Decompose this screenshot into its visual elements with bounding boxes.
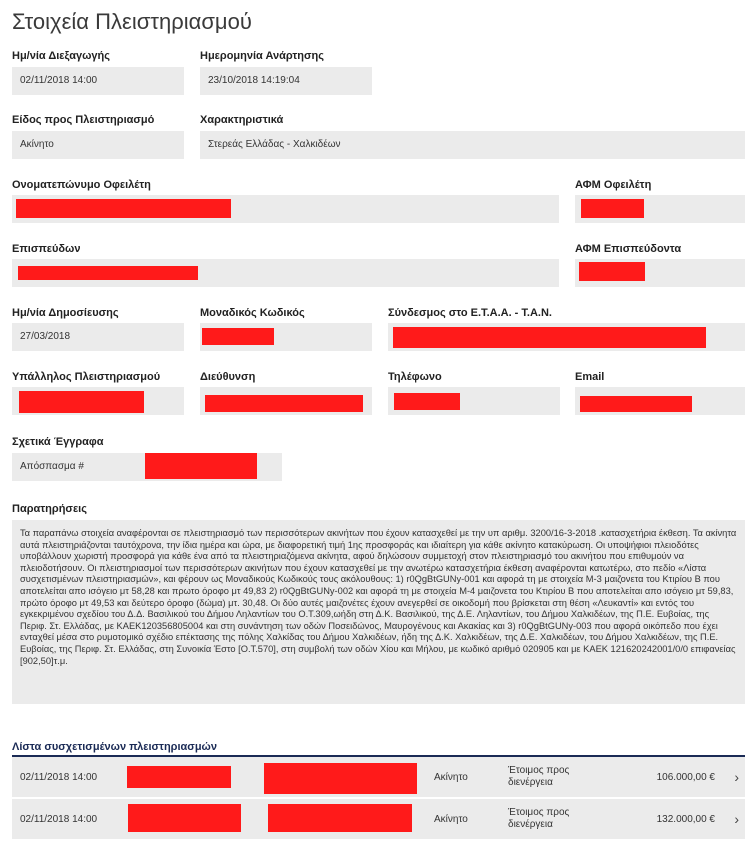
etaa-link-label: Σύνδεσμος στο Ε.Τ.Α.Α. - Τ.Α.Ν.: [388, 307, 552, 319]
chevron-right-icon[interactable]: ›: [734, 811, 739, 827]
debtor-afm-label: ΑΦΜ Οφειλέτη: [575, 179, 652, 191]
page-title: Στοιχεία Πλειστηριασμού: [12, 9, 252, 34]
characteristics-value: Στερεάς Ελλάδας - Χαλκιδέων: [208, 139, 341, 150]
date-conduct-field: [12, 67, 184, 95]
redaction-unique-code: [202, 328, 274, 345]
related-row-status: Έτοιμος προς διενέργεια: [508, 765, 570, 788]
item-type-label: Είδος προς Πλειστηριασμό: [12, 114, 155, 126]
chevron-right-icon[interactable]: ›: [734, 769, 739, 785]
redaction-related-code: [128, 804, 241, 832]
related-list-title: Λίστα συσχετισμένων πλειστηριασμών: [12, 741, 217, 753]
redaction-pursuer: [18, 266, 198, 280]
characteristics-field: [200, 131, 745, 159]
address-label: Διεύθυνση: [200, 371, 256, 383]
related-row-1[interactable]: [12, 757, 745, 797]
remarks-text: Τα παραπάνω στοιχεία αναφέρονται σε πλειστηριασμό των περισσότερων ακινήτων που έχουν κατασχεθεί με την υπ αριθμ. 3200/16-3-2018 .κατασχετήρια έκθεση. Τα ακίνητα αυτά πλειστηριάζονται ταυτόχρονα, την ίδια ημέρα και ώρα, με διαφορετική τιμή 1ης προσφοράς και ιδιαίτερη για κάθε ακίνητο κατακύρωση. Οι υποψήφιοι πλειοδότες υποβάλλουν χωριστή προσφορά για κάθε ένα από τα πλειστηριαζόμενα ακίνητα, αφού δηλώσουν συμμετοχή στον πλειστηριασμό του ακινήτου που επιθυμούν να πλειοδοτήσουν. Οι πλειστηριασμοί των περισσότερων ακινήτων που έχουν κατασχεθεί με την ανωτέρω κατασχετήρια έκθεση αναφέρονται κατωτέρω, στο πεδίο «Λίστα συσχετισμένων πλειστηριασμών», και φέρουν ως Μοναδικούς Κωδικούς τους ακόλουθους: 1) r0QgBtGUNy-001 και αφορά τη με στοιχεία Μ-3 μαιζονετα του Κτιρίου Β που αποτελείται απο ισόγειο μτ 58,28 και πρωτο όροφο μτ 49,83 2) r0QgBtGUNy-002 και αφορά τη με στοιχεία Μ-4 μαιζονετα του Κτιρίου Β που αποτελείται απο ισόγειο μτ 59,83, πρώτο όροφο μτ 49,53 και δεύτερο όροφο (δώμα) μτ. 30,48. Οι δύο αυτές μαιζονέτες έχουν ανεγερθεί σε οικοδομή που βρίσκεται στη θέση «Λευκαντί» και εντός του εγκεκριμένου σχεδίου του Δ.Δ. Βασιλικού του Δήμου Ληλαντίων του Ο.Τ.309,ωήδη στη Δ.Κ. Βασιλικού, της Δ.Ε. Ληλαντίων, του Δήμου Χαλκιδέων, της Π.Ε. Ευβοίας, της Περιφ. Στ. Ελλάδας, με ΚΑΕΚ120356805004 και στη συνάντηση των οδών Ποσειδώνος, Μαυρογένους και Ακακίας και 3) r0QgBtGUNy-003 που αφορά οικόπεδο που έχει ενταχθεί μέσα στο ρυμοτομικό σχέδιο επέκτασης της πόλης Χαλκίδας του Δήμου Χαλκιδέων, ήδη της Δ.Κ. Χαλκιδέων, της Δ.Ε. Χαλκιδέων, του Δήμου Χαλκιδέων, της Π.Ε. Ευβοίας, της Περιφ. Στ. Ελλάδας, στη Συνοικία Έστο [Ο.Τ.570], στη συμβολή των οδών Χίου και Μήλου, με κωδικό αριθμό 020905 και με ΚΑΕΚ 121620242001/0/0 επιφανείας [902,50]τ.μ.: [12, 520, 745, 704]
related-row-date: 02/11/2018 14:00: [20, 771, 98, 783]
remarks-label: Παρατηρήσεις: [12, 503, 87, 515]
redaction-email: [580, 396, 692, 412]
characteristics-label: Χαρακτηριστικά: [200, 114, 284, 126]
related-row-type: Ακίνητο: [434, 771, 468, 783]
date-conduct-value: 02/11/2018 14:00: [20, 75, 98, 86]
redaction-related-code: [127, 766, 231, 788]
redaction-etaa-link: [393, 327, 706, 348]
redaction-related-party: [264, 763, 417, 794]
related-row-price: 106.000,00 €: [656, 771, 715, 783]
date-publication-label: Ημ/νία Δημοσίευσης: [12, 307, 119, 319]
related-row-type: Ακίνητο: [434, 813, 468, 825]
pursuer-label: Επισπεύδων: [12, 243, 81, 255]
phone-label: Τηλέφωνο: [388, 371, 442, 383]
redaction-document: [145, 453, 257, 479]
date-posted-field: [200, 67, 372, 95]
date-publication-field: [12, 323, 184, 351]
date-posted-value: 23/10/2018 14:19:04: [208, 75, 300, 86]
redaction-phone: [394, 393, 460, 410]
related-row-date: 02/11/2018 14:00: [20, 813, 98, 825]
related-row-price: 132.000,00 €: [656, 813, 715, 825]
item-type-field: [12, 131, 184, 159]
item-type-value: Ακίνητο: [20, 139, 54, 150]
pursuer-afm-label: ΑΦΜ Επισπεύδοντα: [575, 243, 682, 255]
related-row-status: Έτοιμος προς διενέργεια: [508, 807, 570, 830]
date-publication-value: 27/03/2018: [20, 331, 71, 342]
auction-officer-label: Υπάλληλος Πλειστηριασμού: [12, 371, 161, 383]
redaction-pursuer-afm: [579, 262, 645, 281]
redaction-address: [205, 395, 363, 412]
date-conduct-label: Ημ/νία Διεξαγωγής: [12, 50, 110, 62]
email-label: Email: [575, 371, 605, 383]
documents-label: Σχετικά Έγγραφα: [12, 436, 104, 448]
unique-code-label: Μοναδικός Κωδικός: [200, 307, 305, 319]
document-item-label: Απόσπασμα #: [20, 461, 84, 472]
redaction-debtor-afm: [581, 199, 644, 218]
date-posted-label: Ημερομηνία Ανάρτησης: [200, 50, 324, 62]
debtor-name-label: Ονοματεπώνυμο Οφειλέτη: [12, 179, 151, 191]
related-row-2[interactable]: [12, 799, 745, 839]
redaction-related-party: [268, 804, 412, 832]
redaction-auction-officer: [19, 391, 144, 413]
redaction-debtor-name: [16, 199, 231, 218]
